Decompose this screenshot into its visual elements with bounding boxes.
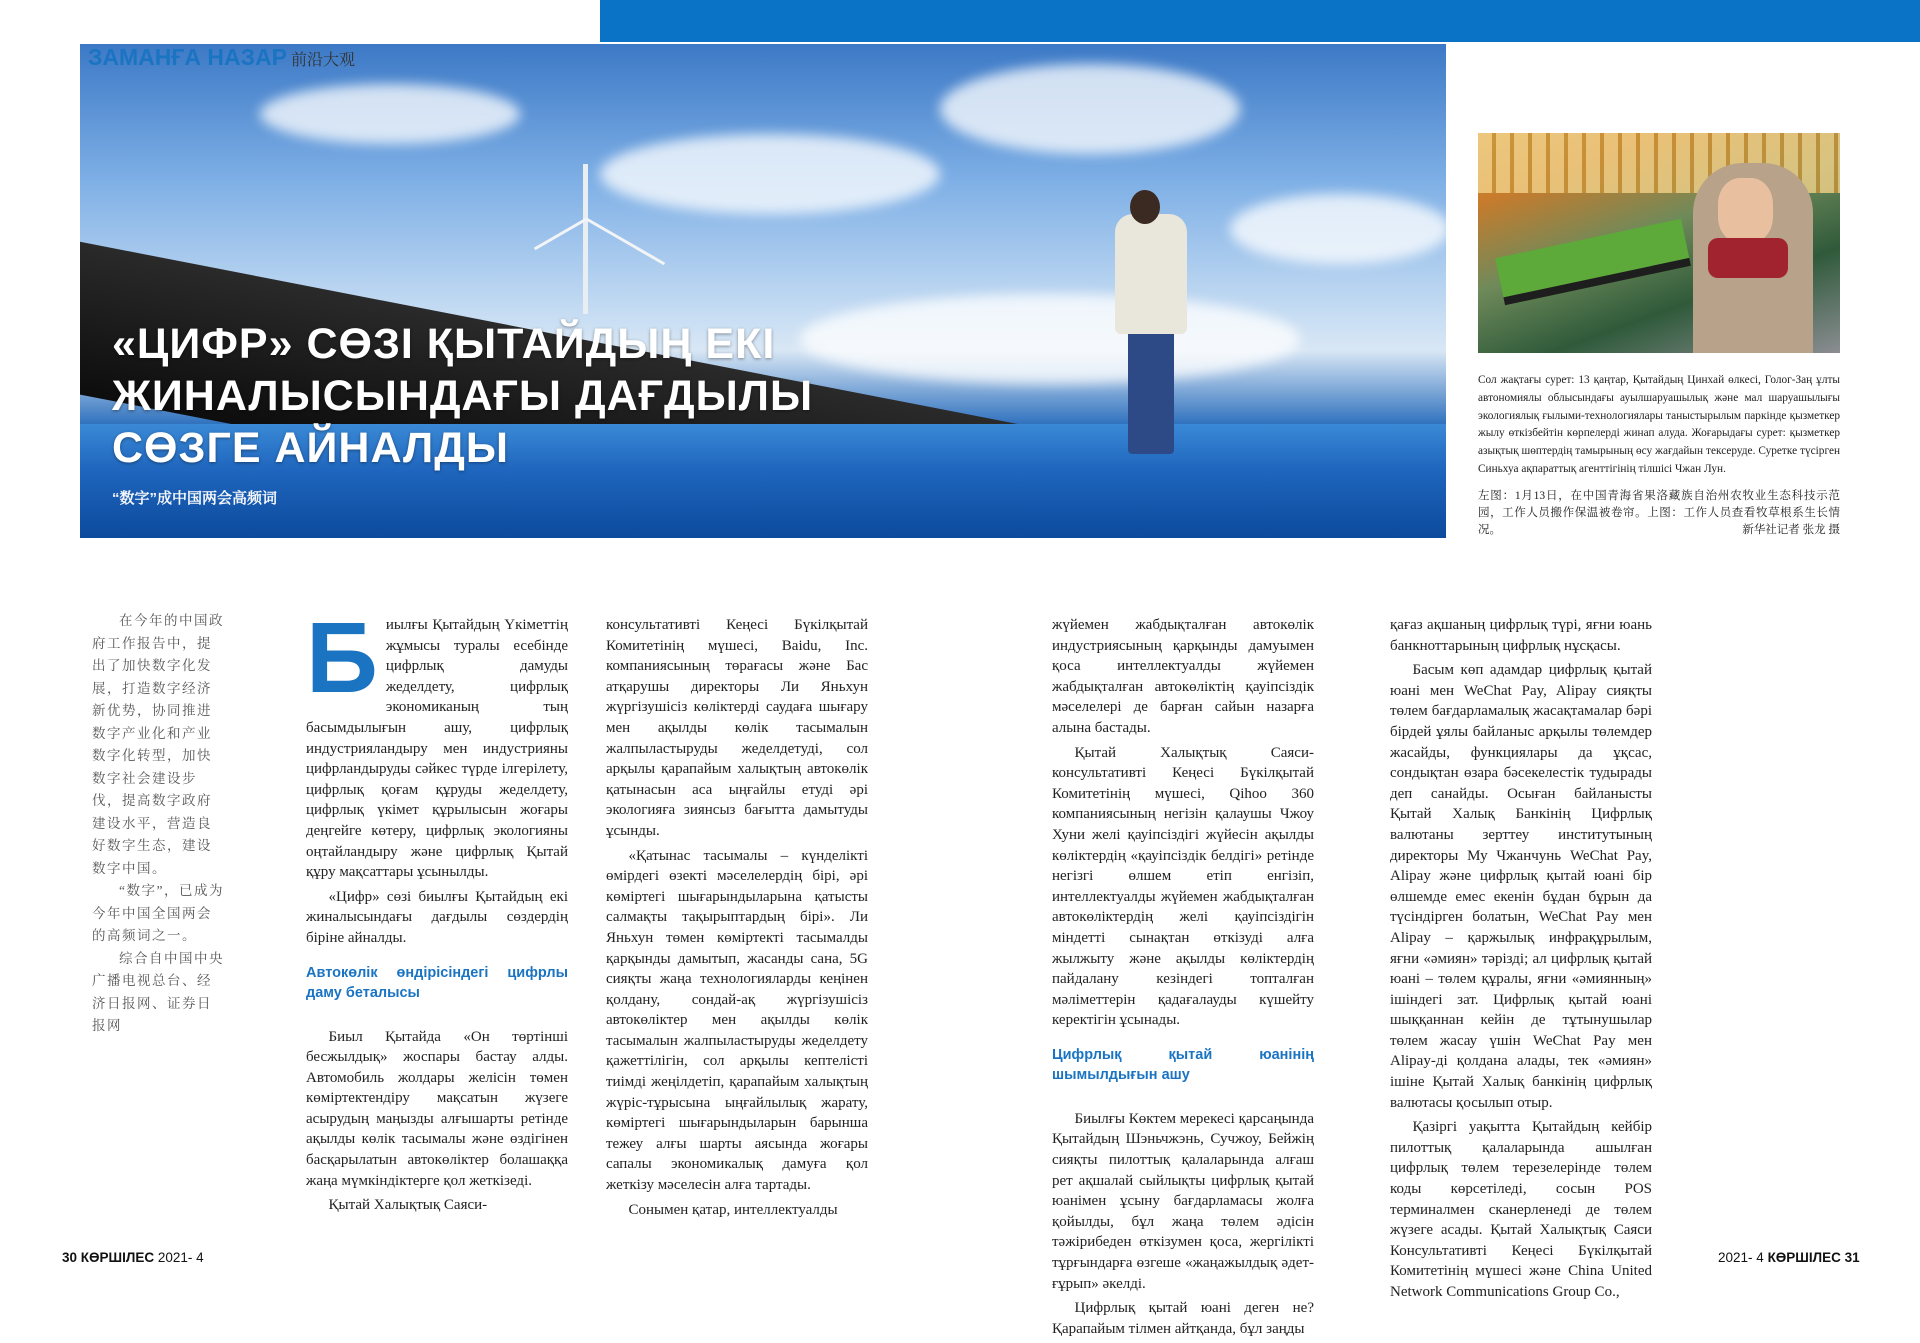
- article-paragraph: «Қатынас тасымалы – күнделікті өмірдегі өзекті мәселелердің бірі, әрі көміртегі шығарындыларына қатысты салмақты тақырыптардың бірі». Ли Яньхун төмен көміртекті тасымалды қарқынды дамытып, жасанды сана, 5G сияқты жаңа технологияларды кеңінен қолдану, сондай-ақ жүргізушісіз автокөліктер мен ақылды көлік тасымалын жалпыластыруды жеделдету қажеттілігін, сол арқылы кептелісті тиімді жеңілдетіп, қарапайым халықтың жүріс-тұрысына ыңғайлылық жарату, көміртегі шығарындыларын барынша тежеу алғы шарты аясында жоғары сапалы экономикалық дамуға қол жеткізу мәселесін алға тартады.: [606, 847, 868, 1194]
- article-paragraph: жүйемен жабдықталған автокөлік индустриясының қарқынды дамуымен қоса интеллектуалды жүйемен жабдықталған автокөліктің қауіпсіздік мәселелері де барған сайын назарға алына бастады.: [1052, 617, 1314, 736]
- photo-caption-cn: [1478, 488, 1840, 539]
- cloud: [800, 294, 1300, 384]
- article-paragraph: «Цифр» сөзі биылғы Қытайдың екі жиналысындағы дағдылы сөздердің біріне айналды.: [306, 888, 568, 946]
- headline-line: СӨЗГЕ АЙНАЛДЫ: [112, 424, 509, 472]
- wind-turbine-blade: [586, 218, 665, 266]
- headline-line: ЖИНАЛЫСЫНДАҒЫ ДАҒДЫЛЫ: [112, 372, 814, 420]
- article-paragraph: Басым көп адамдар цифрлық қытай юані мен WeChat Pay, Alipay сияқты төлем бағдарламалық жасақтамалар бәрі бірдей ұялы байланыс арқылы төлемдер жасайды, функциялары да ұқсас, сондықтан өзара бәсекелестік тудырады деп санайды. Осыған байланысты Қытай Халық Банкінің Цифрлық валютаны зерттеу институтының директоры Му Чжанчунь WeChat Pay, Alipay және цифрлық қытай юані бір өлшемде емес екенін бұдан бұрын да түсіндірген болатын, WeChat Pay мен Alipay – қаржылық инфрақұрылым, яғни «әмиян» тәрізді; ал цифрлық қытай юані – төлем құралы, яғни «әмиянның» ішіндегі зат. Цифрлық қытай юані шыққаннан кейін де тұтынушылар төлем жасау үшін WeChat Pay мен Alipay-ді қолдана алады, тек «әмиян» ішіне Қытай Халық банкінің цифрлық валютасы қосылып отыр.: [1390, 662, 1652, 1111]
- worker-body: [1115, 214, 1187, 334]
- article-paragraph: қағаз ақшаның цифрлық түрі, яғни юань банкноттарының цифрлық нұсқасы.: [1390, 617, 1652, 654]
- article-paragraph: Биыл Қытайда «Он төртінші бесжылдық» жоспары бастау алды. Автомобиль жолдары желісін төмен көміртектендіру мақсатын жүзеге асырудың маңызды алғышарты ретінде ақылды көлік тасымалы және өздігінен басқарылатын автокөліктер болашаққа жаңа мүмкіндіктерге қол жеткізеді.: [306, 1028, 568, 1189]
- page-number: 31: [1844, 1250, 1860, 1265]
- issue-number: 2021- 4: [1718, 1250, 1764, 1265]
- photo-credit: 新华社记者 张龙 摄: [1742, 524, 1840, 536]
- article-paragraph: Сонымен қатар, интеллектуалды: [628, 1201, 838, 1218]
- paragraph-text: иылғы Қытайдың Үкіметтің жұмысы туралы есебінде цифрлық дамуды жеделдету, цифрлық экономиканың тың басымдылығын ашу, цифрлық индустрияландыру мен индустрияны цифрландыруды сәйкес түрде ілгерілету, цифрлық қоғам құруды жеделдету, цифрлық үкімет құрылысын жоғары деңгейге көтеру, цифрлық экологияны оңтайландыру және цифрлық Қытай құру мақсаттары ұсынылды.: [306, 617, 568, 881]
- sidebar-cn: [92, 610, 224, 1038]
- grass-tray: [1495, 219, 1691, 305]
- magazine-name: КӨРШІЛЕС: [80, 1250, 155, 1265]
- worker-legs: [1128, 329, 1174, 454]
- article-column-4: [1390, 615, 1652, 1307]
- article-paragraph: [306, 602, 568, 883]
- section-title: ЗАМАНҒА НАЗАР: [88, 44, 288, 70]
- section-heading: Автокөлік өндірісіндегі цифрлы даму беталысы: [306, 964, 568, 1001]
- folio-right: [1718, 1250, 1860, 1265]
- article-paragraph: Қытай Халықтық Саяси-: [328, 1197, 488, 1214]
- article-column-2: [606, 615, 868, 1224]
- headline: [112, 318, 872, 474]
- top-accent-bar: [600, 0, 1920, 42]
- worker-scarf: [1708, 238, 1788, 278]
- cloud: [260, 84, 520, 144]
- greenhouse-photo: [1478, 133, 1840, 353]
- article-column-1: [306, 602, 568, 1220]
- cloud: [600, 134, 940, 214]
- subtitle-cn: “数字”成中国两会高频词: [112, 490, 278, 507]
- magazine-name: КӨРШІЛЕС: [1767, 1250, 1841, 1265]
- drop-cap: Б: [306, 602, 378, 714]
- wind-turbine-blade: [534, 218, 587, 251]
- sidebar-paragraph: 在今年的中国政府工作报告中，提出了加快数字化发展，打造数字经济新优势，协同推进数字产业化和产业数字化转型，加快数字社会建设步伐，提高数字政府建设水平，营造良好数字生态，建设数字中国。: [92, 613, 224, 876]
- folio-left: [62, 1250, 204, 1265]
- article-paragraph: Қазіргі уақытта Қытайдың кейбір пилоттық қалаларында ашылған цифрлық төлем терезелерінде төлем коды көрсетіледі, сосын POS терминалмен сканерленеді де төлем жүзеге асады. Қытай Халықтық Саяси Консультативті Кеңесі Бүкілқытай Комитетінің мүшесі және China United Network Communications Group Co.,: [1390, 1119, 1652, 1300]
- article-paragraph: консультативті Кеңесі Бүкілқытай Комитетінің мүшесі, Baidu, Inc. компаниясының төрағасы және Бас атқарушы директоры Ли Яньхун жүргізушісіз көліктерді саудаға шығару мен ақылды көлік тасымалын жалпыластыруды жеделдетуді, сол арқылы қарапайым халықтың автокөлік қатынасын аса ыңғайлы етуді әрі экологияға зиянсыз бағытта дамытуды ұсынды.: [606, 617, 868, 839]
- section-header: [88, 44, 355, 71]
- sidebar-paragraph: “数字”，已成为今年中国全国两会的高频词之一。: [92, 883, 224, 943]
- article-column-3: [1052, 615, 1314, 1343]
- cloud: [940, 64, 1240, 154]
- article-paragraph: Қытай Халықтық Саяси-консультативті Кеңесі Бүкілқытай Комитетінің мүшесі, Qihoo 360 компаниясының негізін қалаушы Чжоу Хуни желі қауіпсіздігі жүйесін ақылды көліктердің «қауіпсіздік белдігі» ретінде негізгі өлшем етіп енгізіп, интеллектуалды жүйемен жабдықталған автокөліктердің желі қауіпсіздігін міндетті сынақтан өткізуді алға жылжыту және ақылды көліктердің пайдалану кезіндегі топталған мәліметтерін қадағалауды күшейту керектігін ұсынады.: [1052, 744, 1314, 1029]
- page-number: 30: [62, 1250, 78, 1265]
- headline-line: «ЦИФР» СӨЗІ ҚЫТАЙДЫҢ ЕКІ: [112, 320, 776, 368]
- issue-number: 2021- 4: [157, 1250, 204, 1265]
- caption-cn-text: 左图：1月13日，在中国青海省果洛藏族自治州农牧业生态科技示范园，工作人员搬作保温被卷帘。上图：工作人员查看牧草根系生长情况。: [1478, 490, 1840, 536]
- section-title-cn: 前沿大观: [291, 52, 356, 69]
- section-heading: Цифрлық қытай юанінің шымылдығын ашу: [1052, 1046, 1314, 1083]
- photo-caption-kz: Сол жақтағы сурет: 13 қаңтар, Қытайдың Цинхай өлкесі, Голог-Заң ұлты автономиялы облысындағы ауылшаруашылық және мал шаруашылығы экологиялық ғылыми-технологиялары таныстырылым паркінде қызметкер жылу өткізбейтін көрпелерді жинап алуда. Жоғарыдағы сурет: қызметкер азықтық шөптердің тамырының өсу жағдайын тексеруде. Суретке түсірген Синьхуа ақпараттық агенттігінің тілшісі Чжан Лун.: [1478, 374, 1840, 475]
- article-paragraph: Биылғы Көктем мерекесі қарсаңында Қытайдың Шэньчжэнь, Сучжоу, Бейжің сияқты пилоттық қалаларында алғаш рет ақшалай сыйлықты цифрлық қытай юанімен ұсыну бағдарламасы жолға қойылды, бұл жаңа төлем әдісін тәжірибеден өткізумен қоса, жергілікті тұрғындарға өзгеше «жаңажылдық әдет-ғұрып» әкелді.: [1052, 1110, 1314, 1292]
- article-paragraph: Цифрлық қытай юані деген не? Қарапайым тілмен айтқанда, бұл заңды: [1052, 1300, 1314, 1337]
- cloud: [1230, 194, 1446, 264]
- wind-turbine: [583, 164, 588, 314]
- worker-face: [1718, 178, 1773, 243]
- worker-head: [1130, 190, 1160, 224]
- sidebar-source: 综合自中国中央广播电视总台、经济日报网、证券日报网: [92, 950, 224, 1033]
